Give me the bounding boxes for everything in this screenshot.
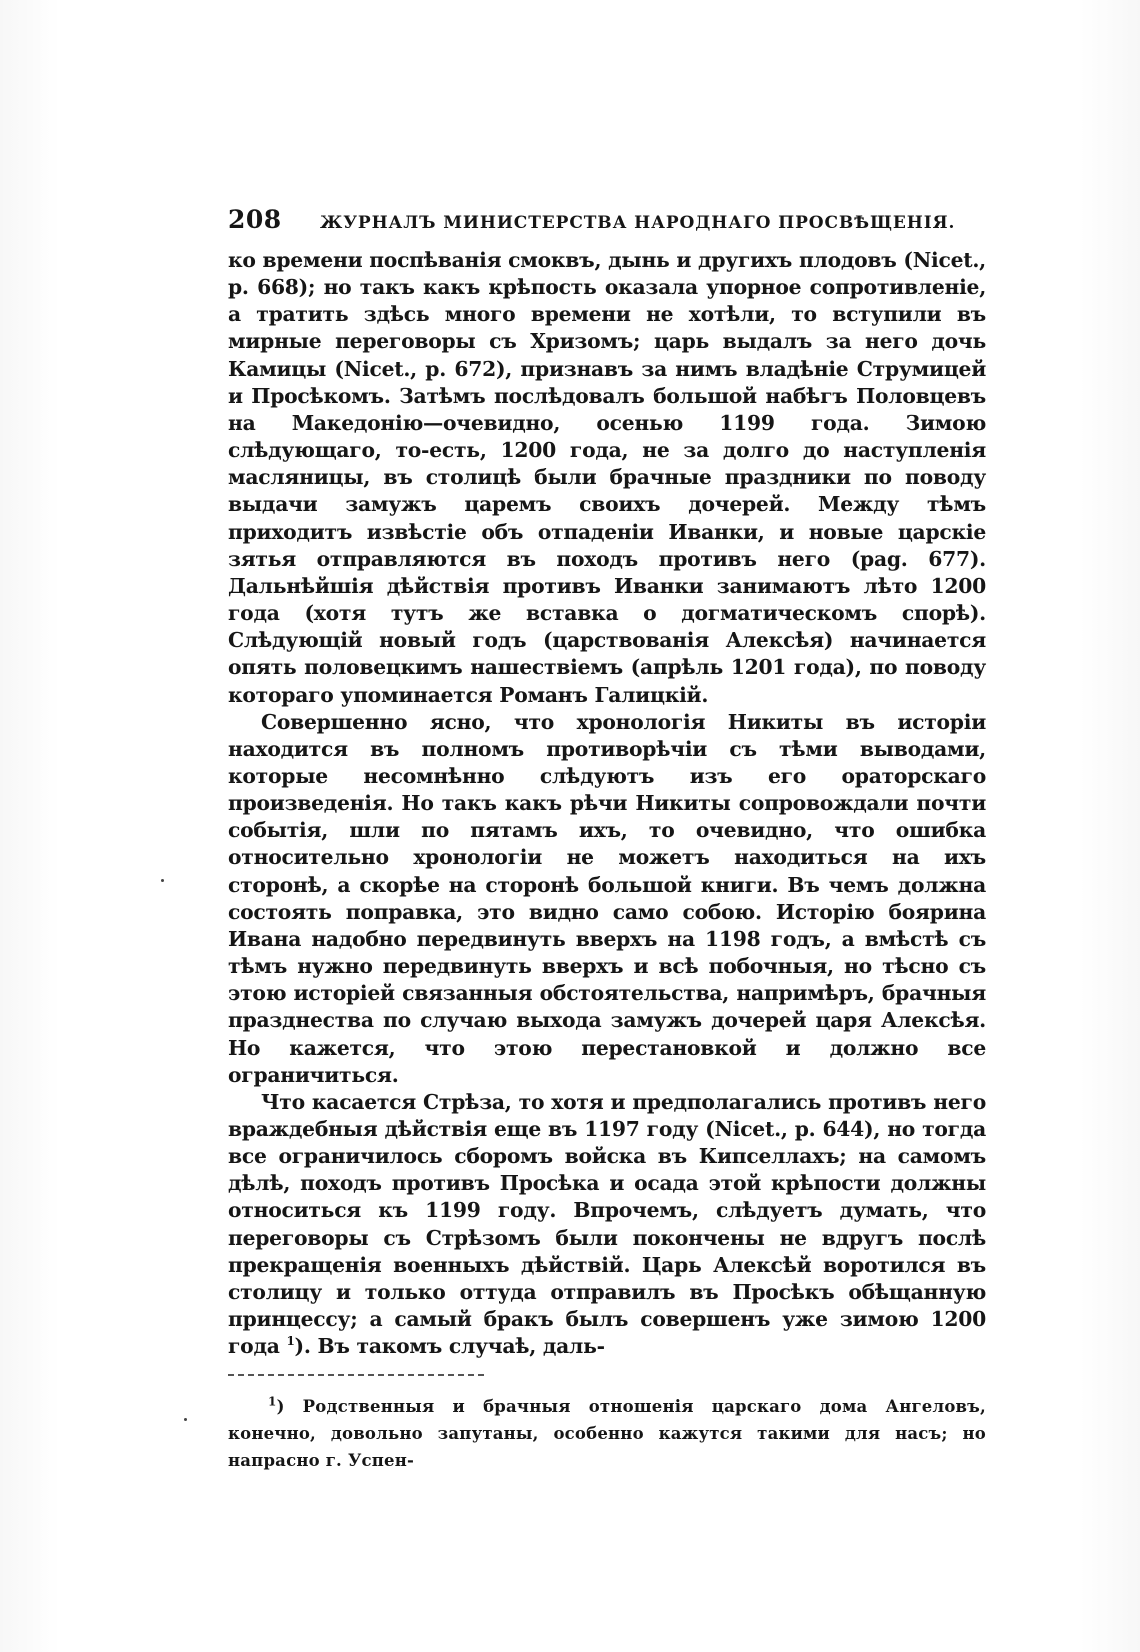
paragraph-3-text: Что касается Стрѣза, то хотя и предполагались противъ него враждебныя дѣйствія еще въ 1197 году (Nicet., p. 644), но тогда все ограничилось сборомъ войска въ Кипселлахъ; на самомъ дѣлѣ, походъ противъ Просѣка и осада этой крѣпости должны относиться къ 1199 году. Впрочемъ, слѣдуетъ думать, что переговоры съ Стрѣзомъ были покончены не вдругъ послѣ прекращенія военныхъ дѣйствій. Царь Алексѣй воротился въ столицу и только оттуда отправилъ въ Просѣкъ обѣщанную принцессу; а самый бракъ былъ совершенъ уже зимою 1200 года (228, 1089, 986, 1359)
page-number: 208 (228, 205, 282, 234)
paragraph-2: Совершенно ясно, что хронологія Никиты въ исторіи находится въ полномъ противорѣчіи съ тѣми выводами, которые несомнѣнно слѣдуютъ изъ его ораторскаго произведенія. Но такъ какъ рѣчи Никиты сопровождали почти событія, шли по пятамъ ихъ, то очевидно, что ошибка относительно хронологіи не можетъ находиться на ихъ сторонѣ, а скорѣе на сторонѣ большой книги. Въ чемъ должна состоять поправка, это видно само собою. Исторію боярина Ивана надобно передвинуть вверхъ на 1198 годъ, а вмѣстѣ съ тѣмъ нужно передвинуть вверхъ и всѣ побочныя, но тѣсно съ этою исторіей связанныя обстоятельства, напримѣръ, брачныя празднества по случаю выхода замужъ дочерей царя Алексѣя. Но кажется, что этою перестановкой и должно все ограничиться. (228, 709, 986, 1087)
footnote-text: ) Родственныя и брачныя отношенія царскаго дома Ангеловъ, конечно, довольно запутаны, особенно кажутся такими для насъ; но напрасно г. Успен- (228, 1397, 986, 1471)
running-head (228, 205, 986, 239)
journal-title: ЖУРНАЛЪ МИНИСТЕРСТВА НАРОДНАГО ПРОСВѢЩЕНІЯ. (320, 213, 956, 233)
footnote (228, 1393, 986, 1474)
scan-speck (161, 879, 164, 882)
body-text (228, 247, 986, 1360)
book-page (228, 205, 986, 1474)
footnote-divider (228, 1374, 484, 1376)
footnote-marker: 1 (268, 1394, 277, 1409)
paragraph-1: ко времени поспѣванія смоквъ, дынь и другихъ плодовъ (Nicet., p. 668); но такъ какъ крѣпость оказала упорное сопротивленіе, а тратить здѣсь много времени не хотѣли, то вступили въ мирные переговоры съ Хризомъ; царь выдалъ за него дочь Камицы (Nicet., p. 672), признавъ за нимъ владѣніе Струмицей и Просѣкомъ. Затѣмъ послѣдовалъ большой набѣгъ Половцевъ на Македонію—очевидно, осенью 1199 года. Зимою слѣдующаго, то-есть, 1200 года, не за долго до наступленія масляницы, въ столицѣ были брачные праздники по поводу выдачи замужъ царемъ своихъ дочерей. Между тѣмъ приходитъ извѣстіе объ отпаденіи Иванки, и новые царскіе зятья отправляются въ походъ противъ него (pag. 677). Дальнѣйшія дѣйствія противъ Иванки занимаютъ лѣто 1200 года (хотя тутъ же вставка о догматическомъ спорѣ). Слѣдующій новый годъ (царствованія Алексѣя) начинается опять половецкимъ нашествіемъ (апрѣль 1201 года), по поводу котораго упоминается Романъ Галицкій. (228, 248, 986, 707)
paragraph-3 (228, 1089, 986, 1361)
scan-speck (184, 1418, 187, 1421)
paragraph-3-tail: ). Въ такомъ случаѣ, даль- (294, 1334, 605, 1359)
footnote-reference: 1 (286, 1334, 295, 1349)
